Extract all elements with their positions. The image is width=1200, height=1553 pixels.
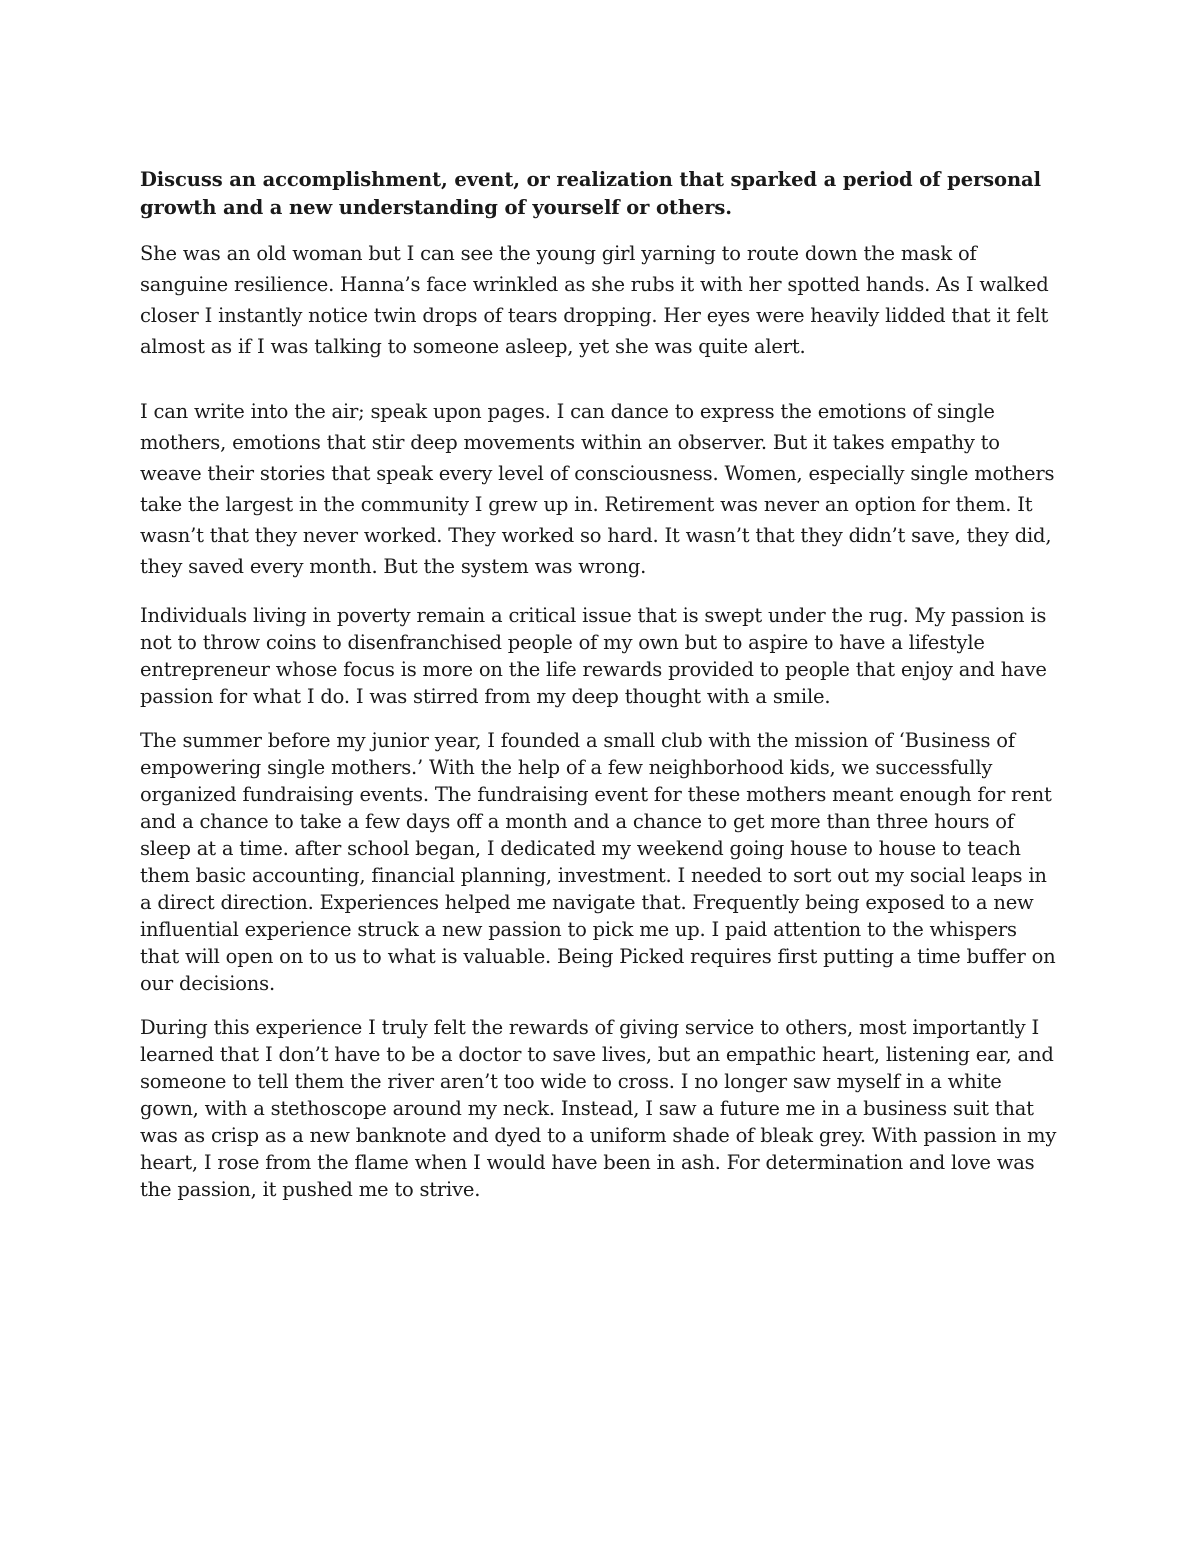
paragraph-2: I can write into the air; speak upon pages. I can dance to express the emotions of single mothers, emotions that stir deep movements within an observer. But it takes empathy to weave their stories that speak every level of consciousness. Women, especially single mothers take the largest in the community I grew up in. Retirement was never an option for them. It wasn’t that they never worked. They worked so hard. It wasn’t that they didn’t save, they did, they saved every month. But the system was wrong. [140,400,1055,578]
paragraph-5: During this experience I truly felt the rewards of giving service to others, most importantly I learned that I don’t have to be a doctor to save lives, but an empathic heart, listening ear, and someone to tell them the river aren’t too wide to cross. I no longer saw myself in a white gown, with a stethoscope around my neck. Instead, I saw a future me in a business suit that was as crisp as a new banknote and dyed to a uniform shade of bleak grey. With passion in my heart, I rose from the flame when I would have been in ash. For determination and love was the passion, it pushed me to strive. [140,1016,1057,1201]
paragraph-1: She was an old woman but I can see the young girl yarning to route down the mask of sanguine resilience. Hanna’s face wrinkled as she rubs it with her spotted hands. As I walked closer I instantly notice twin drops of tears dropping. Her eyes were heavily lidded that it felt almost as if I was talking to someone asleep, yet she was quite alert. [140,242,1049,358]
essay-prompt-heading: Discuss an accomplishment, event, or realization that sparked a period of personal growth and a new understanding of yourself or others. [140,168,1041,219]
document-page [140,166,1060,1203]
paragraph-3: Individuals living in poverty remain a critical issue that is swept under the rug. My passion is not to throw coins to disenfranchised people of my own but to aspire to have a lifestyle entrepreneur whose focus is more on the life rewards provided to people that enjoy and have passion for what I do. I was stirred from my deep thought with a smile. [140,604,1047,708]
paragraph-4: The summer before my junior year, I founded a small club with the mission of ‘Business of empowering single mothers.’ With the help of a few neighborhood kids, we successfully organized fundraising events. The fundraising event for these mothers meant enough for rent and a chance to take a few days off a month and a chance to get more than three hours of sleep at a time. after school began, I dedicated my weekend going house to house to teach them basic accounting, financial planning, investment. I needed to sort out my social leaps in a direct direction. Experiences helped me navigate that. Frequently being exposed to a new influential experience struck a new passion to pick me up. I paid attention to the whispers that will open on to us to what is valuable. Being Picked requires first putting a time buffer on our decisions. [140,729,1056,995]
